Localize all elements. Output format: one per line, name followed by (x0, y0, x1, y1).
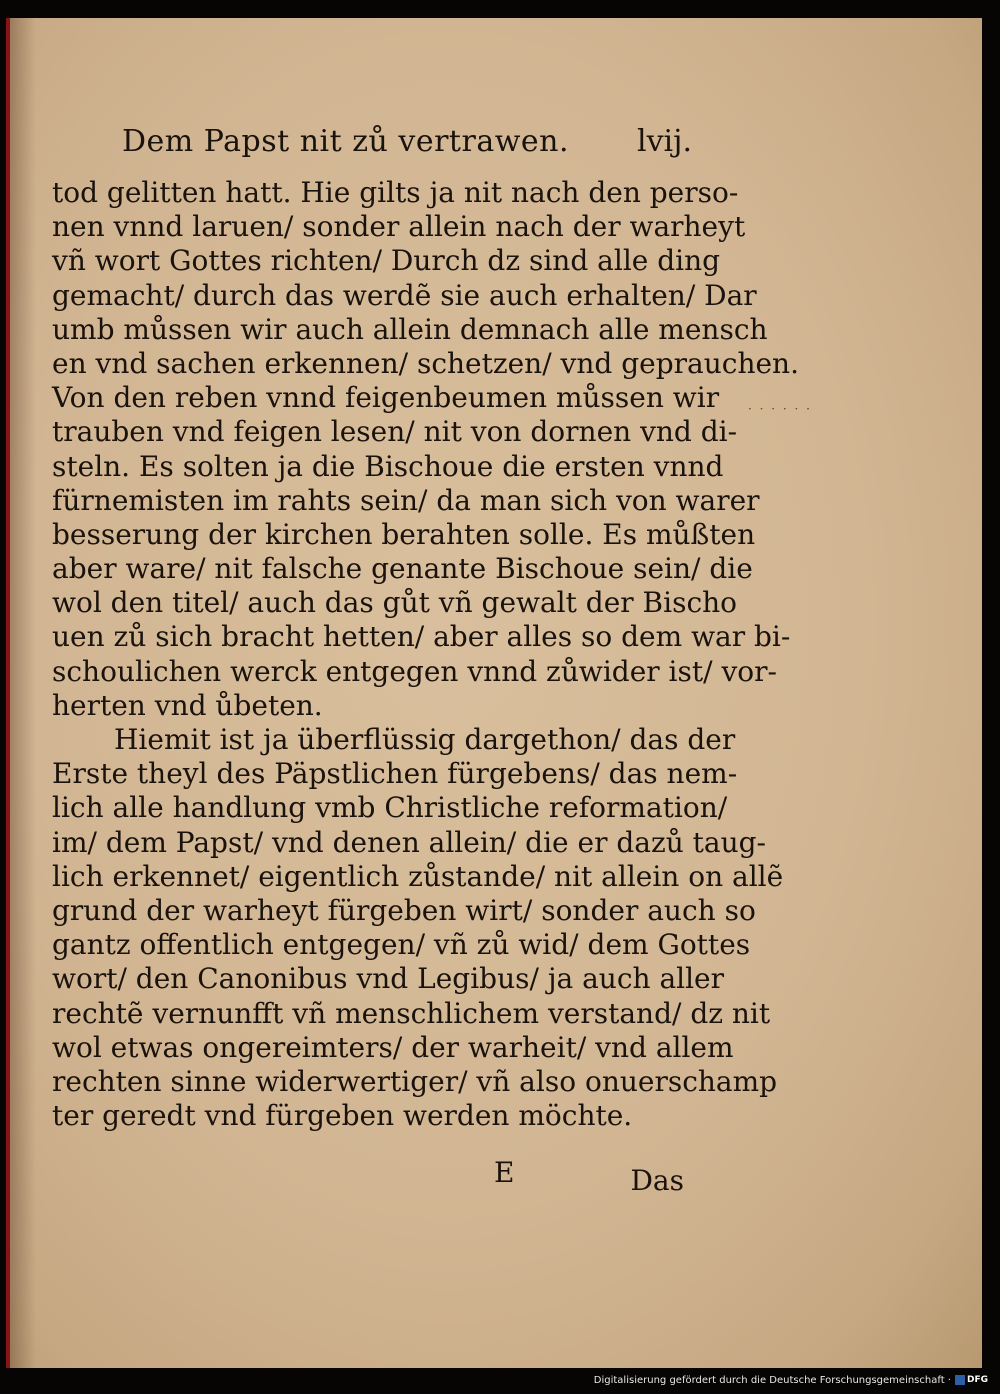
body-text (52, 176, 799, 1133)
text-line: rechten sinne widerwertiger/ vñ also onuerschamp (52, 1064, 778, 1098)
text-line: Von den reben vnnd feigenbeumen můssen wir (52, 381, 720, 415)
text-line: rechtẽ vernunfft vñ menschlichem verstand/ dz nit (52, 996, 771, 1030)
signature-mark: E (494, 1156, 515, 1189)
page-header (122, 114, 692, 170)
catchword: Das (630, 1164, 684, 1197)
running-head: Dem Papst nit zů vertrawen. (122, 124, 569, 159)
marginal-mark: · · · · · · (748, 402, 812, 416)
folio-number: lvij. (637, 124, 692, 159)
text-line: en vnd sachen erkennen/ schetzen/ vnd geprauchen. (52, 346, 799, 380)
text-line: schoulichen werck entgegen vnnd zůwider ist/ vor- (52, 654, 777, 688)
text-line: gantz offentlich entgegen/ vñ zů wid/ dem Gottes (52, 928, 751, 962)
text-line: steln. Es solten ja die Bischoue die ersten vnnd (52, 449, 724, 483)
funding-text: Digitalisierung gefördert durch die Deutsche Forschungsgemeinschaft · (593, 1374, 951, 1386)
text-line: lich erkennet/ eigentlich zůstande/ nit allein on allẽ (52, 859, 784, 893)
text-line: grund der warheyt fürgeben wirt/ sonder auch so (52, 893, 756, 927)
text-line: aber ware/ nit falsche genante Bischoue sein/ die (52, 552, 753, 586)
text-line: wol den titel/ auch das gůt vñ gewalt der Bischo (52, 586, 738, 620)
catchline (494, 1156, 684, 1200)
dfg-logo-text: DFG (966, 1375, 988, 1385)
text-line: ter geredt vnd fürgeben werden möchte. (52, 1099, 633, 1133)
text-line: trauben vnd feigen lesen/ nit von dornen vnd di- (52, 415, 738, 449)
text-line-paragraph-start: Hiemit ist ja überflüssig dargethon/ das der (114, 723, 736, 756)
text-line: uen zů sich bracht hetten/ aber alles so dem war bi- (52, 620, 791, 654)
text-line: vñ wort Gottes richten/ Durch dz sind alle ding (52, 244, 721, 278)
text-line: nen vnnd laruen/ sonder allein nach der warheyt (52, 210, 746, 244)
text-line: lich alle handlung vmb Christliche reformation/ (52, 791, 728, 825)
dfg-logo-icon (955, 1375, 965, 1385)
text-line: im/ dem Papst/ vnd denen allein/ die er dazů taug- (52, 825, 767, 859)
text-line: gemacht/ durch das werdẽ sie auch erhalten/ Dar (52, 278, 757, 312)
binding-shadow (10, 18, 36, 1368)
text-line: besserung der kirchen berahten solle. Es můßten (52, 517, 756, 551)
text-line: fürnemisten im rahts sein/ da man sich von warer (52, 483, 760, 517)
funding-footer (594, 1372, 988, 1388)
text-line: Erste theyl des Päpstlichen fürgebens/ das nem- (52, 757, 738, 791)
text-line: wol etwas ongereimters/ der warheit/ vnd allem (52, 1030, 734, 1064)
text-line: herten vnd ůbeten. (52, 688, 323, 722)
text-line: wort/ den Canonibus vnd Legibus/ ja auch aller (52, 962, 724, 996)
text-line: tod gelitten hatt. Hie gilts ja nit nach den perso- (52, 176, 739, 209)
book-page (6, 18, 982, 1368)
dfg-logo (955, 1375, 988, 1385)
text-line: umb můssen wir auch allein demnach alle mensch (52, 312, 768, 346)
